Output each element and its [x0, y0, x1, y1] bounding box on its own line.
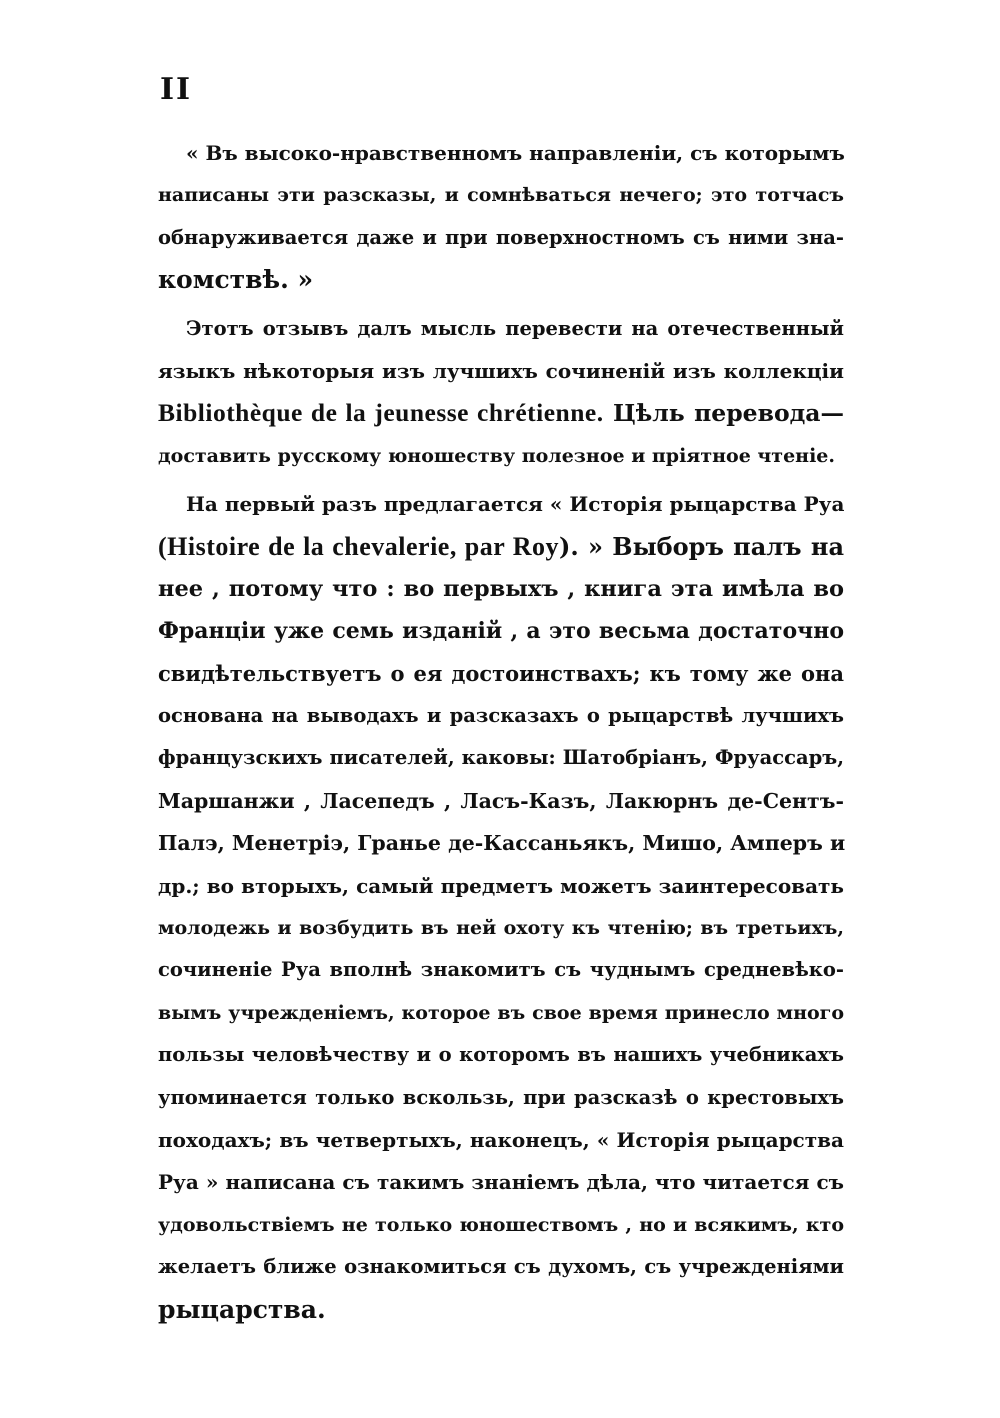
- text-line: молодежь и возбудить въ ней охоту къ чтенію; въ третьихъ,: [158, 917, 844, 940]
- text-line: др.; во вторыхъ, самый предметъ можетъ заинтересовать: [158, 873, 844, 898]
- text-line: основана на выводахъ и разсказахъ о рыцарствѣ лучшихъ: [158, 704, 844, 728]
- text-line: языкъ нѣкоторыя изъ лучшихъ сочиненій изъ коллекціи: [158, 358, 844, 383]
- text-line: сочиненіе Руа вполнѣ знакомитъ съ чуднымъ средневѣко-: [158, 958, 844, 982]
- text-fragment: Цѣль перевода—: [612, 399, 845, 428]
- text-line: вымъ учрежденіемъ, которое въ свое время принесло много: [158, 1001, 844, 1024]
- text-line: Руа » написана съ такимъ знаніемъ дѣла, что читается съ: [158, 1170, 844, 1195]
- text-line: удовольствіемъ не только юношествомъ , но и всякимъ, кто: [158, 1213, 844, 1236]
- text-line: упоминается только вскользь, при разсказѣ о крестовыхъ: [158, 1085, 844, 1109]
- body-text: [158, 132, 844, 1331]
- text-line: нее , потому что : во первыхъ , книга эта имѣла во: [158, 575, 844, 602]
- text-line: пользы человѣчеству и о которомъ въ нашихъ учебникахъ: [158, 1043, 844, 1067]
- text-line: Этотъ отзывъ далъ мысль перевести на отечественный: [186, 316, 844, 340]
- text-line: походахъ; въ четвертыхъ, наконецъ, « Исторія рыцарства: [158, 1127, 844, 1152]
- text-fragment: ). » Выборъ палъ на: [559, 531, 844, 561]
- paragraph-translation-purpose: [158, 308, 844, 478]
- text-line: обнаруживается даже и при поверхностномъ съ ними зна-: [158, 225, 844, 249]
- page-number: II: [160, 72, 193, 107]
- text-line: Франціи уже семь изданій , а это весьма достаточно: [158, 618, 844, 645]
- text-line: желаетъ ближе ознакомиться съ духомъ, съ учрежденіями: [158, 1255, 844, 1279]
- text-line: рыцарства.: [158, 1294, 326, 1324]
- text-line: На первый разъ предлагается « Исторія рыцарства Руа: [186, 492, 845, 517]
- text-line-mixed: [158, 392, 844, 434]
- paragraph-quote: [158, 132, 844, 302]
- text-line: « Въ высоко-нравственномъ направленіи, съ которымъ: [186, 141, 845, 165]
- text-line: Маршанжи , Ласепедъ , Ласъ-Казъ, Лакюрнъ де-Сентъ-: [158, 788, 844, 813]
- text-line: доставить русскому юношеству полезное и пріятное чтеніе.: [158, 444, 835, 467]
- collection-title-latin: Bibliothèque de la jeunesse chrétienne.: [158, 398, 604, 428]
- text-line: французскихъ писателей, каковы: Шатобріанъ, Фруассаръ,: [158, 746, 844, 770]
- text-line: комствѣ. »: [158, 265, 314, 295]
- text-line: написаны эти разсказы, и сомнѣваться нечего; это тотчасъ: [158, 184, 844, 207]
- book-title-latin: (Histoire de la chevalerie, par Roy: [158, 531, 560, 561]
- text-line: Палэ, Менетріэ, Гранье де-Кассаньякъ, Мишо, Амперъ и: [158, 831, 846, 856]
- text-line: свидѣтельствуетъ о ея достоинствахъ; къ тому же она: [158, 660, 844, 686]
- text-line-mixed: [158, 526, 844, 568]
- paragraph-book-choice: [158, 483, 844, 1331]
